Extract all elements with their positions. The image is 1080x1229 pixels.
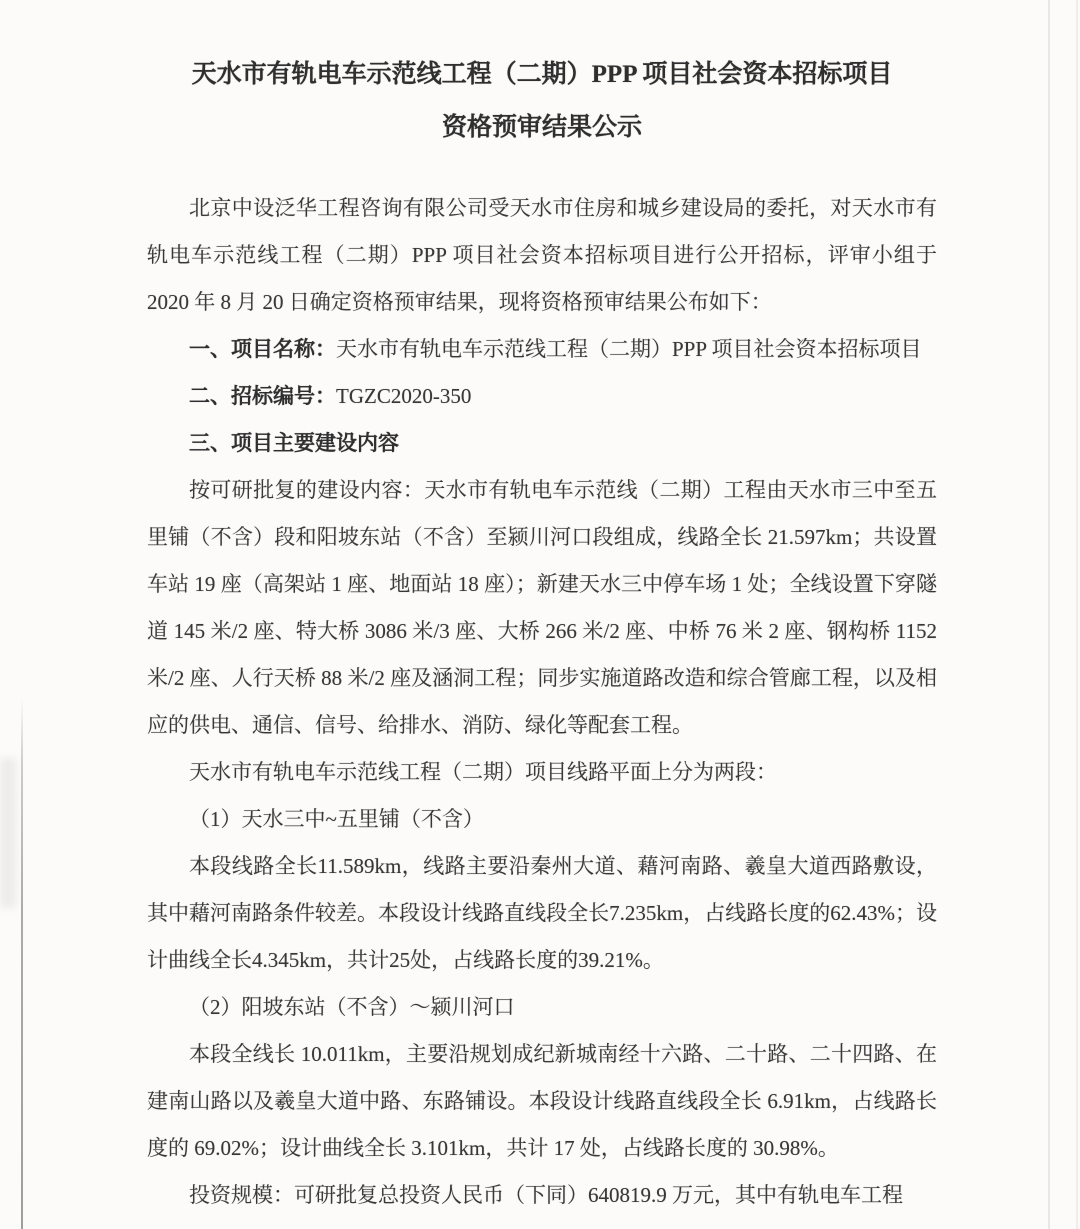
investment-paragraph: 投资规模：可研批复总投资人民币（下同）640819.9 万元，其中有轨电车工程 — [189, 1183, 903, 1207]
section2-paragraph: 本段全线长 10.011km，主要沿规划成纪新城南经十六路、二十路、二十四路、在建南山路以及羲皇大道中路、东路铺设。本段设计线路直线段全长 6.91km，占线路长度的 69.02%；设计曲线全长 3.101km，共计 17 处，占线路长度的 30.98%。 — [147, 1042, 937, 1160]
section1-heading: （1）天水三中~五里铺（不含） — [189, 807, 484, 831]
item-project-name — [147, 326, 937, 373]
scan-smudge-left — [0, 758, 16, 908]
document-title — [147, 0, 937, 154]
item-tender-number-label: 二、招标编号： — [189, 384, 336, 408]
document-content — [147, 0, 937, 1219]
document-title-line1: 天水市有轨电车示范线工程（二期）PPP 项目社会资本招标项目 — [191, 61, 893, 88]
item-tender-number-value: TGZC2020-350 — [336, 384, 472, 408]
route-overview-paragraph: 天水市有轨电车示范线工程（二期）项目线路平面上分为两段： — [189, 760, 777, 784]
item-project-name-value: 天水市有轨电车示范线工程（二期）PPP 项目社会资本招标项目 — [336, 337, 922, 361]
section1-paragraph: 本段线路全长11.589km，线路主要沿秦州大道、藉河南路、羲皇大道西路敷设，其中藉河南路条件较差。本段设计线路直线段全长7.235km，占线路长度的62.43%；设计曲线全长4.345km，共计25处，占线路长度的39.21%。 — [147, 854, 937, 972]
item-project-name-label: 一、项目名称： — [189, 337, 336, 361]
document-title-line2: 资格预审结果公示 — [441, 114, 642, 141]
document-body — [147, 185, 937, 1219]
item-main-construction-heading — [147, 420, 937, 467]
section2-heading: （2）阳坡东站（不含）～颍川河口 — [189, 995, 515, 1019]
item-main-construction-label: 三、项目主要建设内容 — [189, 431, 399, 455]
construction-paragraph: 按可研批复的建设内容：天水市有轨电车示范线（二期）工程由天水市三中至五里铺（不含）段和阳坡东站（不含）至颍川河口段组成，线路全长 21.597km；共设置车站 19 座（高架站 1 座、地面站 18 座）；新建天水三中停车场 1 处；全线设置下穿隧道 145 米/2 座、特大桥 3086 米/3 座、大桥 266 米/2 座、中桥 76 米 2 座、钢构桥 1152 米/2 座、人行天桥 88 米/2 座及涵洞工程；同步实施道路改造和综合管廊工程，以及相应的供电、通信、信号、给排水、消防、绿化等配套工程。 — [147, 478, 937, 737]
item-tender-number — [147, 373, 937, 420]
scan-artifact-right-line-2 — [1076, 0, 1078, 1229]
scan-artifact-left-line — [21, 698, 23, 1229]
scan-artifact-right-line-1 — [1048, 0, 1050, 1229]
intro-paragraph: 北京中设泛华工程咨询有限公司受天水市住房和城乡建设局的委托，对天水市有轨电车示范线工程（二期）PPP 项目社会资本招标项目进行公开招标，评审小组于 2020 年 8 月 20 日确定资格预审结果，现将资格预审结果公布如下： — [147, 196, 937, 314]
